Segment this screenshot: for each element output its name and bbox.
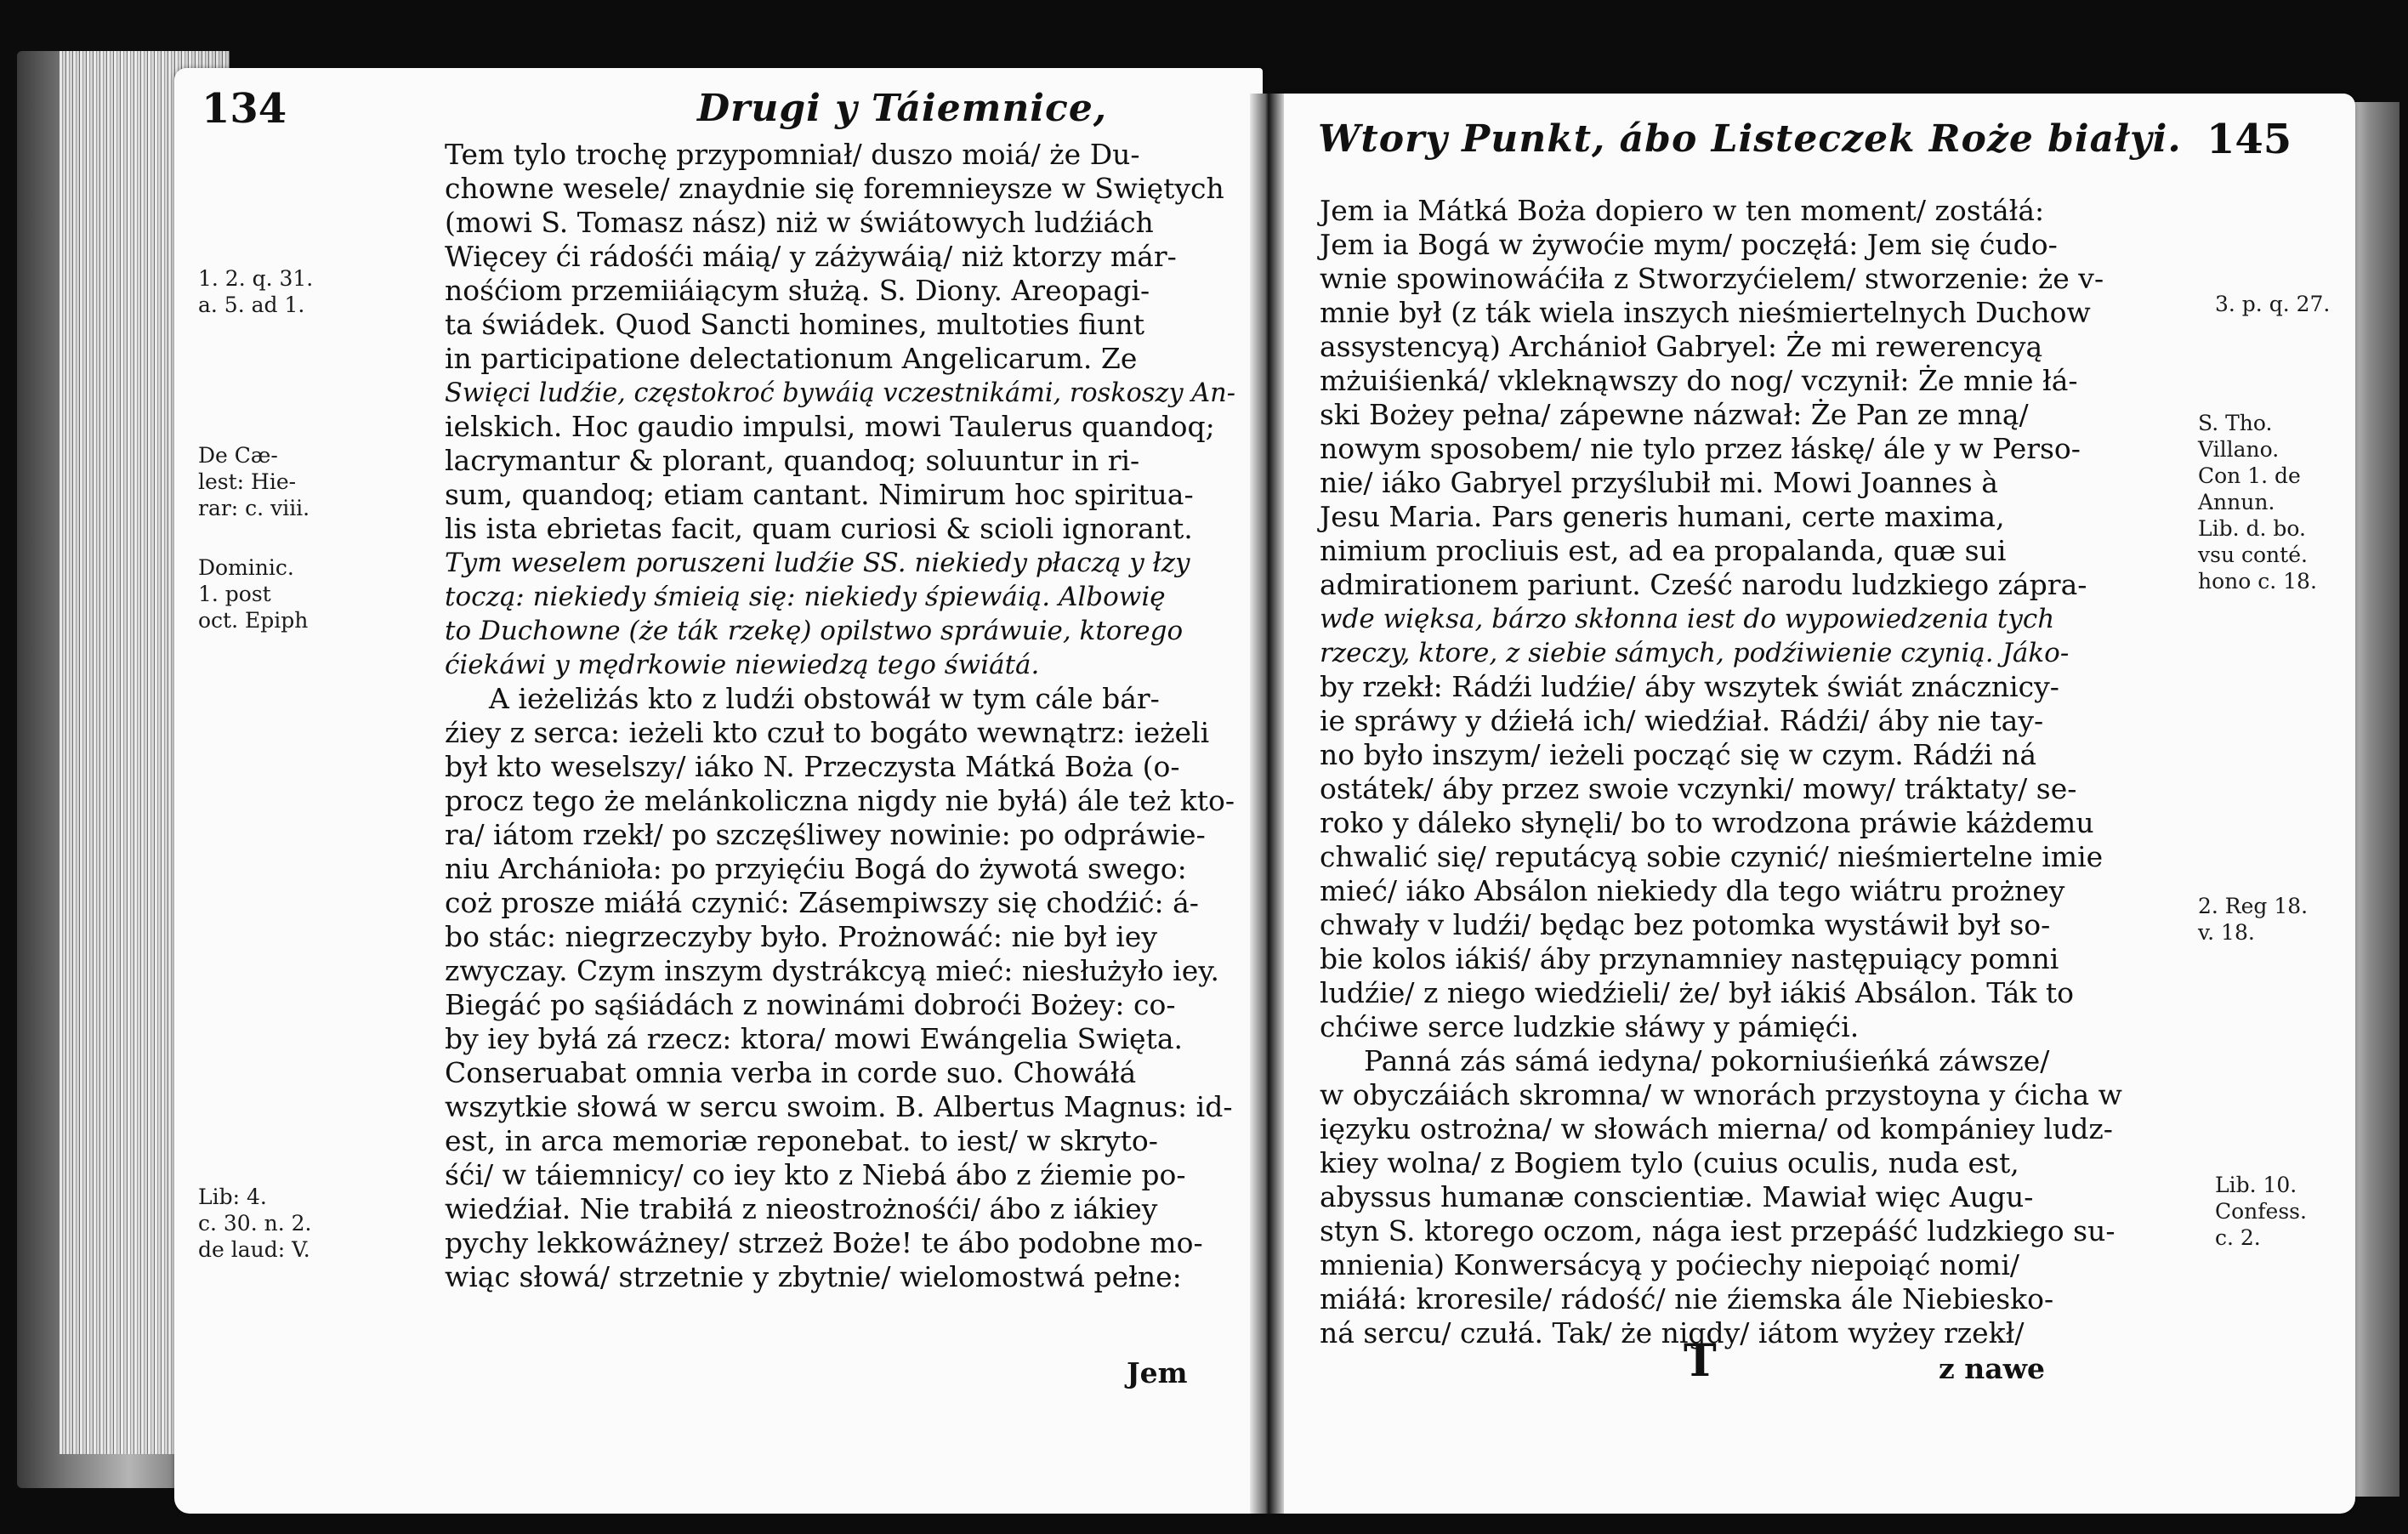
margin-note-line: 1. 2. q. 31. bbox=[198, 266, 314, 291]
right-page-number: 145 bbox=[2206, 116, 2292, 163]
margin-note-line: 1. post bbox=[198, 582, 271, 606]
text-line: Jem ia Mátká Boża dopiero w ten moment/ zostáłá: bbox=[1320, 194, 2045, 227]
text-line: toczą: niekiedy śmieią się: niekiedy śpiewáią. Albowię bbox=[445, 582, 1166, 612]
margin-note-line: rar: c. viii. bbox=[198, 496, 310, 520]
margin-note-line: 2. Reg 18. bbox=[2198, 894, 2309, 918]
text-line: sum, quandoq; etiam cantant. Nimirum hoc spiritua- bbox=[445, 478, 1194, 511]
margin-note-line: lest: Hie- bbox=[198, 469, 297, 494]
text-line: procz tego że melánkoliczna nigdy nie byłá) ále też kto- bbox=[445, 784, 1235, 817]
left-body-text bbox=[445, 138, 1252, 1294]
text-line: lacrymantur & plorant, quandoq; soluuntur in ri- bbox=[445, 444, 1140, 477]
margin-note-line: Lib. 10. bbox=[2215, 1173, 2297, 1197]
text-line: abyssus humanæ conscientiæ. Mawiał więc Augu- bbox=[1320, 1180, 2034, 1213]
text-line: nośćiom przemiiáiącym służą. S. Diony. Areopagi- bbox=[445, 274, 1150, 307]
margin-note-line: Dominic. bbox=[198, 555, 294, 580]
text-line: ie spráwy y dźiełá ich/ wiedźiał. Rádźi/ áby nie tay- bbox=[1320, 704, 2044, 737]
text-line: styn S. ktorego oczom, nága iest przepáść ludzkiego su- bbox=[1320, 1214, 2116, 1247]
margin-note-line: de laud: V. bbox=[198, 1237, 310, 1262]
text-line: mżuiśienká/ vkleknąwszy do nog/ vczynił: Że mnie łá- bbox=[1320, 364, 2078, 397]
text-line: śći/ w táiemnicy/ co iey kto z Niebá ábo z źiemie po- bbox=[445, 1158, 1186, 1191]
margin-note-line: hono c. 18. bbox=[2198, 569, 2317, 594]
margin-note bbox=[2215, 291, 2330, 317]
text-line: ludźie/ z niego wiedźieli/ że/ był iákiś Absálon. Ták to bbox=[1320, 976, 2074, 1009]
margin-note bbox=[198, 442, 310, 521]
text-line: chwalić się/ reputácyą sobie czynić/ nieśmiertelne imie bbox=[1320, 840, 2104, 873]
text-line: no było inszym/ ieżeli począć się w czym. Rádźi ná bbox=[1320, 738, 2036, 771]
text-line: Więcey ći rádośći máią/ y záżywáią/ niż ktorzy már- bbox=[445, 240, 1177, 273]
text-line: assystencyą) Archánioł Gabryel: Że mi rewerencyą bbox=[1320, 330, 2043, 363]
text-line: Jem ia Bogá w żywoćie mym/ poczęłá: Jem się ćudo- bbox=[1320, 228, 2058, 261]
text-line: w obyczáiách skromna/ w wnorách przystoyna y ćicha w bbox=[1320, 1078, 2122, 1111]
text-line: zwyczay. Czym inszym dystrákcyą mieć: niesłużyło iey. bbox=[445, 954, 1219, 987]
text-line: (mowi S. Tomasz nász) niż w świátowych ludźiách bbox=[445, 206, 1154, 239]
text-line: Panná zás sámá iedyna/ pokorniuśieńká záwsze/ bbox=[1364, 1044, 2050, 1077]
margin-note-line: 3. p. q. 27. bbox=[2215, 292, 2331, 316]
text-line: pychy lekkowáżney/ strzeż Boże! te ábo podobne mo- bbox=[445, 1226, 1203, 1259]
margin-note-line: v. 18. bbox=[2198, 920, 2255, 945]
left-catchword: Jem bbox=[1127, 1356, 1188, 1389]
book-gutter bbox=[1250, 94, 1284, 1514]
text-line: lis ista ebrietas facit, quam curiosi & scioli ignorant. bbox=[445, 512, 1193, 545]
text-line: ostátek/ áby przez swoie vczynki/ mowy/ tráktaty/ se- bbox=[1320, 772, 2077, 805]
text-line: Biegáć po sąśiádách z nowinámi dobroći Bożey: co- bbox=[445, 988, 1176, 1021]
text-line: coż prosze miáłá czynić: Zásempiwszy się chodźić: á- bbox=[445, 886, 1199, 919]
text-line: wiąc słowá/ strzetnie y zbytnie/ wielomostwá pełne: bbox=[445, 1260, 1182, 1293]
text-line: nie/ iáko Gabryel przyślubił mi. Mowi Joannes à bbox=[1320, 466, 1998, 499]
text-line: ćiekáwi y mędrkowie niewiedzą tego świátá. bbox=[445, 650, 1040, 680]
right-running-head: Wtory Punkt, ábo Listeczek Roże białyi. bbox=[1318, 117, 2182, 161]
margin-note-line: Lib. d. bo. bbox=[2198, 516, 2306, 541]
right-page-header bbox=[2206, 116, 2292, 163]
text-line: wnie spowinowáćiła z Stworzyćielem/ stworzenie: że v- bbox=[1320, 262, 2104, 295]
text-line: ielskich. Hoc gaudio impulsi, mowi Taulerus quandoq; bbox=[445, 410, 1215, 443]
text-line: był kto weselszy/ iáko N. Przeczysta Mátká Boża (o- bbox=[445, 750, 1180, 783]
left-page-number: 134 bbox=[202, 85, 287, 133]
text-line: by rzekł: Rádźi ludźie/ áby wszytek świát znácznicy- bbox=[1320, 670, 2059, 703]
margin-note-line: Villano. bbox=[2198, 437, 2280, 462]
text-line: est, in arca memoriæ reponebat. to iest/ w skryto- bbox=[445, 1124, 1158, 1157]
text-line: chćiwe serce ludzkie słáwy y pámięći. bbox=[1320, 1010, 1860, 1043]
margin-note-line: Con 1. de bbox=[2198, 463, 2301, 488]
margin-note-line: c. 30. n. 2. bbox=[198, 1211, 312, 1236]
margin-note bbox=[2198, 893, 2308, 946]
text-line: A ieżeliżás kto z ludźi obstowáł w tym cále bár- bbox=[489, 682, 1160, 715]
text-line: Conseruabat omnia verba in corde suo. Chowáłá bbox=[445, 1056, 1137, 1089]
text-line: roko y dáleko słynęli/ bo to wrodzona práwie káżdemu bbox=[1320, 806, 2094, 839]
margin-note bbox=[198, 554, 308, 633]
text-line: admirationem pariunt. Cześć narodu ludzkiego zápra- bbox=[1320, 568, 2087, 601]
text-line: ta świádek. Quod Sancti homines, multoties fiunt bbox=[445, 308, 1145, 341]
margin-note bbox=[198, 265, 313, 318]
text-line: wszytkie słowá w sercu swoim. B. Albertus Magnus: id- bbox=[445, 1090, 1233, 1123]
text-line: ra/ iátom rzekł/ po szczęśliwey nowinie: po odpráwie- bbox=[445, 818, 1206, 851]
margin-note-line: Annun. bbox=[2198, 490, 2275, 514]
text-line: ięzyku ostrożna/ w słowách mierna/ od kompániey ludz- bbox=[1320, 1112, 2113, 1145]
margin-note-line: a. 5. ad 1. bbox=[198, 293, 305, 317]
text-line: Tem tylo trochę przypomniał/ duszo moiá/ że Du- bbox=[445, 138, 1140, 171]
text-line: wiedźiał. Nie trabiłá z nieostrożnośći/ ábo z iákiey bbox=[445, 1192, 1158, 1225]
right-page bbox=[1275, 94, 2355, 1514]
text-line: bo stác: niegrzeczyby było. Prożnowáć: nie był iey bbox=[445, 920, 1157, 953]
book-cover-right bbox=[2348, 102, 2399, 1497]
text-line: kiey wolna/ z Bogiem tylo (cuius oculis, nuda est, bbox=[1320, 1146, 2019, 1179]
text-line: miáłá: kroresile/ rádość/ nie źiemska ále Niebiesko- bbox=[1320, 1282, 2054, 1315]
text-line: źiey z serca: ieżeli kto czuł to bogáto wewnątrz: ieżeli bbox=[445, 716, 1210, 749]
margin-note-line: oct. Epiph bbox=[198, 608, 309, 633]
text-line: ski Bożey pełna/ zápewne názwał: Że Pan ze mną/ bbox=[1320, 398, 2029, 431]
text-line: nimium procliuis est, ad ea propalanda, quæ sui bbox=[1320, 534, 2007, 567]
margin-note-line: Lib: 4. bbox=[198, 1185, 267, 1209]
left-page-header bbox=[202, 85, 287, 133]
margin-note bbox=[2198, 410, 2317, 594]
margin-note-line: c. 2. bbox=[2215, 1225, 2261, 1250]
margin-note-line: De Cæ- bbox=[198, 443, 278, 468]
text-line: niu Archánioła: po przyięćiu Bogá do żywotá swego: bbox=[445, 852, 1187, 885]
text-line: mnienia) Konwersácyą y poćiechy niepoiąć nomi/ bbox=[1320, 1248, 2019, 1281]
text-line: by iey byłá zá rzecz: ktora/ mowi Ewángelia Swięta. bbox=[445, 1022, 1184, 1055]
right-catchword: z nawe bbox=[1939, 1352, 2046, 1385]
margin-note-line: S. Tho. bbox=[2198, 411, 2273, 435]
text-line: Tym weselem poruszeni ludźie SS. niekiedy płaczą y łzy bbox=[445, 548, 1190, 578]
text-line: Swięci ludźie, częstokroć bywáią vczestnikámi, roskoszy An- bbox=[445, 378, 1235, 408]
text-line: bie kolos iákiś/ áby przynamniey następuiący pomni bbox=[1320, 942, 2059, 975]
margin-note-line: vsu conté. bbox=[2198, 543, 2308, 567]
text-line: ná sercu/ czułá. Tak/ że nigdy/ iátom wyżey rzekł/ bbox=[1320, 1316, 2025, 1349]
left-running-head: Drugi y Táiemnice, bbox=[697, 87, 1108, 130]
right-signature-mark: T bbox=[1684, 1335, 1717, 1387]
text-line: Jesu Maria. Pars generis humani, certe maxima, bbox=[1320, 500, 2005, 533]
text-line: mnie był (z ták wiela inszych nieśmiertelnych Duchow bbox=[1320, 296, 2091, 329]
left-page bbox=[174, 68, 1263, 1514]
margin-note bbox=[2215, 1172, 2307, 1251]
text-line: wde więksa, bárzo skłonna iest do wypowiedzenia tych bbox=[1320, 604, 2055, 634]
text-line: nowym sposobem/ nie tylo przez łáskę/ ále y w Perso- bbox=[1320, 432, 2081, 465]
text-line: chowne wesele/ znaydnie się foremnieysze w Swiętych bbox=[445, 172, 1224, 205]
text-line: mieć/ iáko Absálon niekiedy dla tego wiátru prożney bbox=[1320, 874, 2065, 907]
margin-note bbox=[198, 1184, 311, 1263]
text-line: in participatione delectationum Angelicarum. Ze bbox=[445, 342, 1138, 375]
text-line: chwały v ludźi/ będąc bez potomka wystáwił był so- bbox=[1320, 908, 2051, 941]
text-line: to Duchowne (że ták rzekę) opilstwo spráwuie, ktorego bbox=[445, 616, 1184, 646]
right-body-text bbox=[1320, 194, 2122, 1350]
text-line: rzeczy, ktore, z siebie sámych, podźiwienie czynią. Jáko- bbox=[1320, 638, 2070, 668]
margin-note-line: Confess. bbox=[2215, 1199, 2307, 1224]
